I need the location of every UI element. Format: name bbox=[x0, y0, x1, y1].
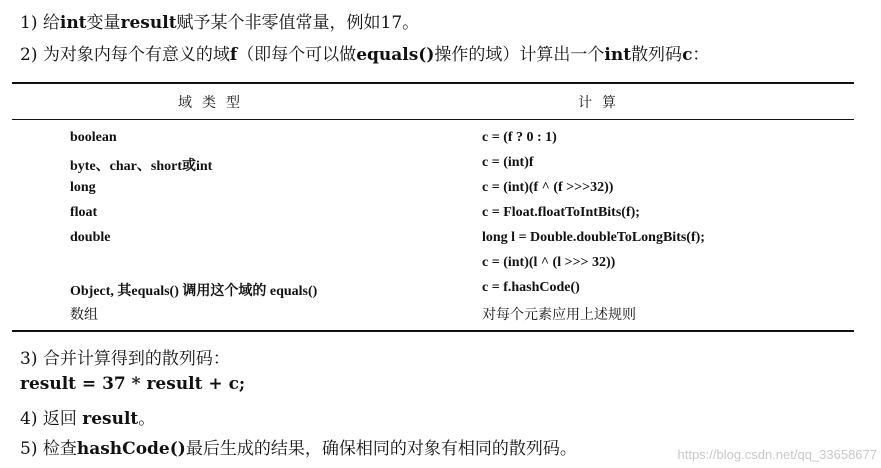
table-row-type: boolean bbox=[70, 130, 117, 145]
table-row-calc: c = (int)(f ^ (f >>>32)) bbox=[482, 180, 614, 195]
table-row-type: Object, 其equals() 调用这个域的 equals() bbox=[70, 284, 318, 299]
table-row-type: double bbox=[70, 230, 111, 245]
step-5-text-c: 最后生成的结果，确保相同的对象有相同的散列码。 bbox=[185, 439, 577, 459]
header-field-type: 域类型 bbox=[178, 95, 250, 111]
table-top-rule bbox=[12, 82, 854, 84]
step-4-text-c: 。 bbox=[138, 409, 156, 429]
step-5 bbox=[20, 434, 577, 459]
step-1-text-a: 给 bbox=[42, 13, 60, 33]
step-2-text-c: 操作的域）计算出一个 bbox=[434, 45, 605, 65]
step-1-result: result bbox=[120, 13, 177, 33]
table-row-calc: long l = Double.doubleToLongBits(f); bbox=[482, 230, 705, 245]
table-row-calc: c = (f ? 0 : 1) bbox=[482, 130, 557, 145]
step-5-hashcode: hashCode() bbox=[76, 439, 186, 459]
table-bottom-rule bbox=[12, 330, 854, 332]
step-2-c: c bbox=[682, 45, 693, 65]
table-row-calc: c = Float.floatToIntBits(f); bbox=[482, 205, 640, 220]
step-1-int: int bbox=[59, 13, 87, 33]
table-row-calc: c = (int)(l ^ (l >>> 32)) bbox=[482, 255, 616, 270]
step-2-int: int bbox=[604, 45, 632, 65]
table-row-type: byte、char、short或int bbox=[70, 159, 213, 174]
step-3 bbox=[20, 344, 230, 369]
step-5-text-a: 检查 bbox=[42, 439, 77, 459]
step-3-number: 3) bbox=[20, 349, 38, 369]
step-2-text-a: 为对象内每个有意义的域 bbox=[42, 45, 230, 65]
table-header-rule bbox=[12, 119, 854, 120]
table-row-calc: c = f.hashCode() bbox=[482, 280, 580, 295]
step-1-text-b: 变量 bbox=[86, 13, 121, 33]
table-row-calc: 对每个元素应用上述规则 bbox=[482, 307, 636, 323]
step-2-text-d: 散列码 bbox=[631, 45, 683, 65]
step-1 bbox=[20, 8, 419, 33]
step-4-number: 4) bbox=[20, 409, 38, 429]
step-2 bbox=[20, 40, 709, 65]
step-5-number: 5) bbox=[20, 439, 38, 459]
step-2-text-b: （即每个可以做 bbox=[237, 45, 357, 65]
step-4-result: result bbox=[82, 409, 139, 429]
table-row-type: float bbox=[70, 205, 98, 220]
step-2-f: f bbox=[229, 45, 238, 65]
table-row-type: 数组 bbox=[70, 307, 98, 323]
header-calculation: 计算 bbox=[578, 95, 626, 111]
table-row-calc: c = (int)f bbox=[482, 155, 534, 170]
table-row-type: long bbox=[70, 180, 96, 195]
step-2-text-e: ： bbox=[692, 45, 710, 65]
combine-formula: result = 37 * result + c; bbox=[20, 374, 246, 394]
step-2-equals: equals() bbox=[356, 45, 435, 65]
step-1-number: 1) bbox=[20, 13, 38, 33]
step-1-text-c: 赋予某个非零值常量，例如17。 bbox=[176, 13, 420, 33]
step-4 bbox=[20, 404, 155, 429]
step-2-number: 2) bbox=[20, 45, 38, 65]
step-4-text-a: 返回 bbox=[42, 409, 77, 429]
step-3-text: 合并计算得到的散列码： bbox=[42, 349, 230, 369]
watermark: https://blog.csdn.net/qq_33658677 bbox=[677, 447, 877, 462]
